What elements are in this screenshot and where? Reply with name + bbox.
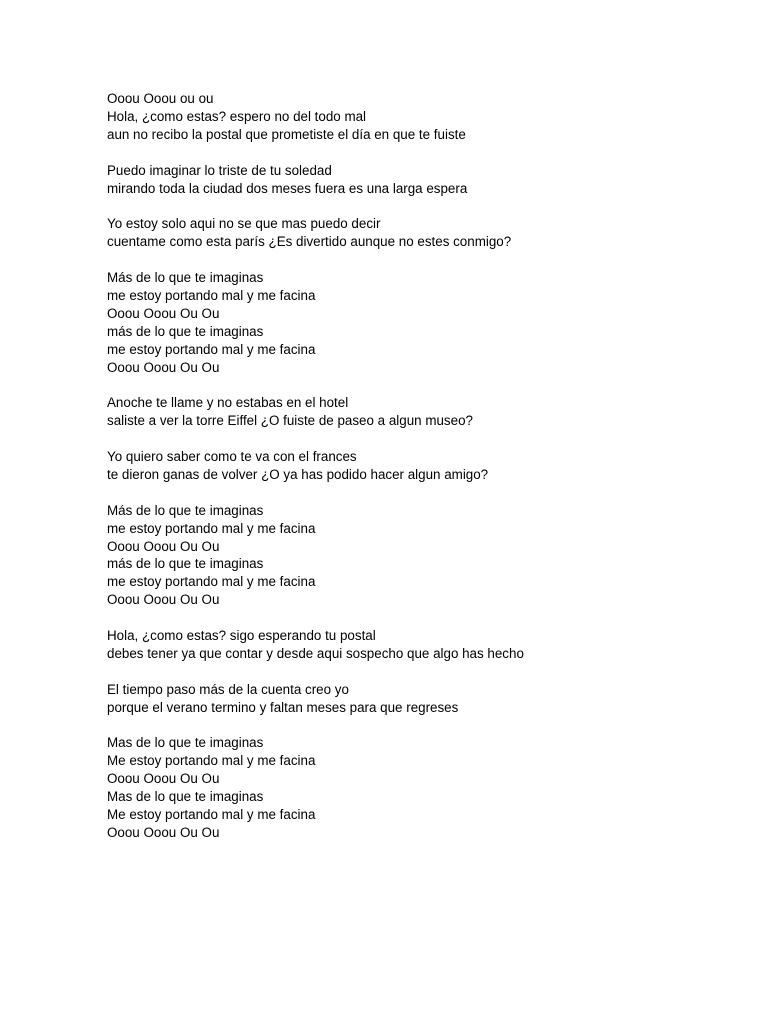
lyrics-line: aun no recibo la postal que prometiste el día en que te fuiste — [107, 126, 466, 142]
lyrics-stanza — [107, 162, 727, 198]
lyrics-line: cuentame como esta parís ¿Es divertido aunque no estes conmigo? — [107, 234, 512, 250]
lyrics-line: más de lo que te imaginas — [107, 556, 264, 572]
lyrics-line: Más de lo que te imaginas — [107, 270, 264, 286]
lyrics-line: Ooou Ooou ou ou — [107, 91, 214, 106]
lyrics-stanza — [107, 394, 727, 430]
lyrics-line: Ooou Ooou Ou Ou — [107, 359, 220, 375]
lyrics-line: me estoy portando mal y me facina — [107, 287, 316, 303]
lyrics-line: Ooou Ooou Ou Ou — [107, 825, 220, 841]
lyrics-line: me estoy portando mal y me facina — [107, 574, 316, 590]
lyrics-line: debes tener ya que contar y desde aqui sospecho que algo has hecho — [107, 645, 524, 661]
lyrics-stanza — [107, 627, 727, 663]
lyrics-stanza — [107, 448, 727, 484]
lyrics-line: Hola, ¿como estas? espero no del todo mal — [107, 108, 367, 124]
lyrics-line: porque el verano termino y faltan meses para que regreses — [107, 699, 459, 715]
lyrics-stanza — [107, 681, 727, 717]
lyrics-line: Hola, ¿como estas? sigo esperando tu postal — [107, 628, 376, 644]
lyrics-line: mirando toda la ciudad dos meses fuera es una larga espera — [107, 180, 468, 196]
lyrics-body — [107, 90, 727, 860]
lyrics-line: Yo quiero saber como te va con el frances — [107, 449, 357, 465]
lyrics-stanza — [107, 269, 727, 376]
lyrics-line: Ooou Ooou Ou Ou — [107, 592, 220, 608]
lyrics-line: Ooou Ooou Ou Ou — [107, 771, 220, 787]
lyrics-line: te dieron ganas de volver ¿O ya has podido hacer algun amigo? — [107, 466, 489, 482]
lyrics-line: me estoy portando mal y me facina — [107, 341, 316, 357]
lyrics-line: Mas de lo que te imaginas — [107, 735, 264, 751]
lyrics-line: Mas de lo que te imaginas — [107, 789, 264, 805]
lyrics-line: Ooou Ooou Ou Ou — [107, 538, 220, 554]
lyrics-line: El tiempo paso más de la cuenta creo yo — [107, 681, 349, 697]
lyrics-line: Ooou Ooou Ou Ou — [107, 305, 220, 321]
lyrics-stanza — [107, 734, 727, 841]
lyrics-line: más de lo que te imaginas — [107, 323, 264, 339]
lyrics-line: saliste a ver la torre Eiffel ¿O fuiste de paseo a algun museo? — [107, 413, 473, 429]
lyrics-line: me estoy portando mal y me facina — [107, 520, 316, 536]
lyrics-line: Más de lo que te imaginas — [107, 502, 264, 518]
lyrics-stanza — [107, 502, 727, 609]
lyrics-line: Puedo imaginar lo triste de tu soledad — [107, 162, 332, 178]
lyrics-stanza — [107, 90, 727, 144]
lyrics-line: Yo estoy solo aqui no se que mas puedo decir — [107, 216, 381, 232]
lyrics-stanza — [107, 215, 727, 251]
lyrics-line: Anoche te llame y no estabas en el hotel — [107, 395, 349, 411]
lyrics-line: Me estoy portando mal y me facina — [107, 807, 316, 823]
lyrics-line: Me estoy portando mal y me facina — [107, 753, 316, 769]
